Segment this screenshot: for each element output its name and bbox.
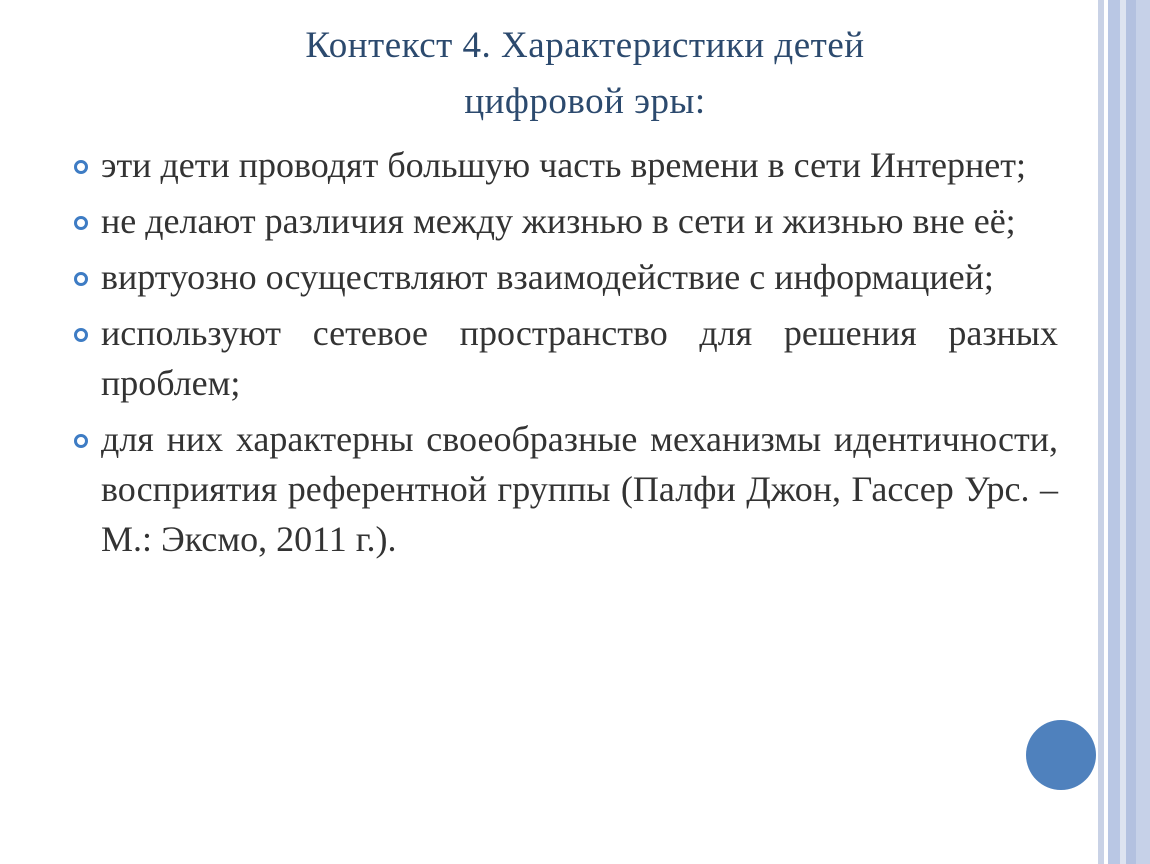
decor-circle	[1026, 720, 1096, 790]
circle-bullet-icon	[74, 434, 88, 448]
decor-stripe	[1126, 0, 1136, 864]
slide-title-line2: цифровой эры:	[464, 81, 706, 122]
slide-title-line1: Контекст 4. Характеристики детей	[305, 25, 865, 66]
bullet-text: виртуозно осуществляют взаимодействие с информацией;	[101, 257, 994, 297]
bullet-item	[74, 414, 1058, 564]
bullet-text: не делают различия между жизнью в сети и жизнью вне её;	[101, 201, 1016, 241]
bullet-text: эти дети проводят большую часть времени в сети Интернет;	[101, 145, 1026, 185]
bullet-item	[74, 140, 1058, 190]
bullet-list	[74, 140, 1058, 570]
bullet-item	[74, 252, 1058, 302]
circle-bullet-icon	[74, 328, 88, 342]
circle-bullet-icon	[74, 272, 88, 286]
circle-bullet-icon	[74, 216, 88, 230]
decor-stripe	[1108, 0, 1120, 864]
circle-bullet-icon	[74, 160, 88, 174]
bullet-item	[74, 308, 1058, 408]
bullet-text: используют сетевое пространство для решения разных проблем;	[101, 313, 1058, 403]
slide-title	[150, 18, 1020, 130]
bullet-item	[74, 196, 1058, 246]
decor-stripe	[1136, 0, 1150, 864]
bullet-text: для них характерны своеобразные механизмы идентичности, восприятия референтной группы (Палфи Джон, Гассер Урс. – М.: Эксмо, 2011 г.).	[101, 419, 1058, 559]
